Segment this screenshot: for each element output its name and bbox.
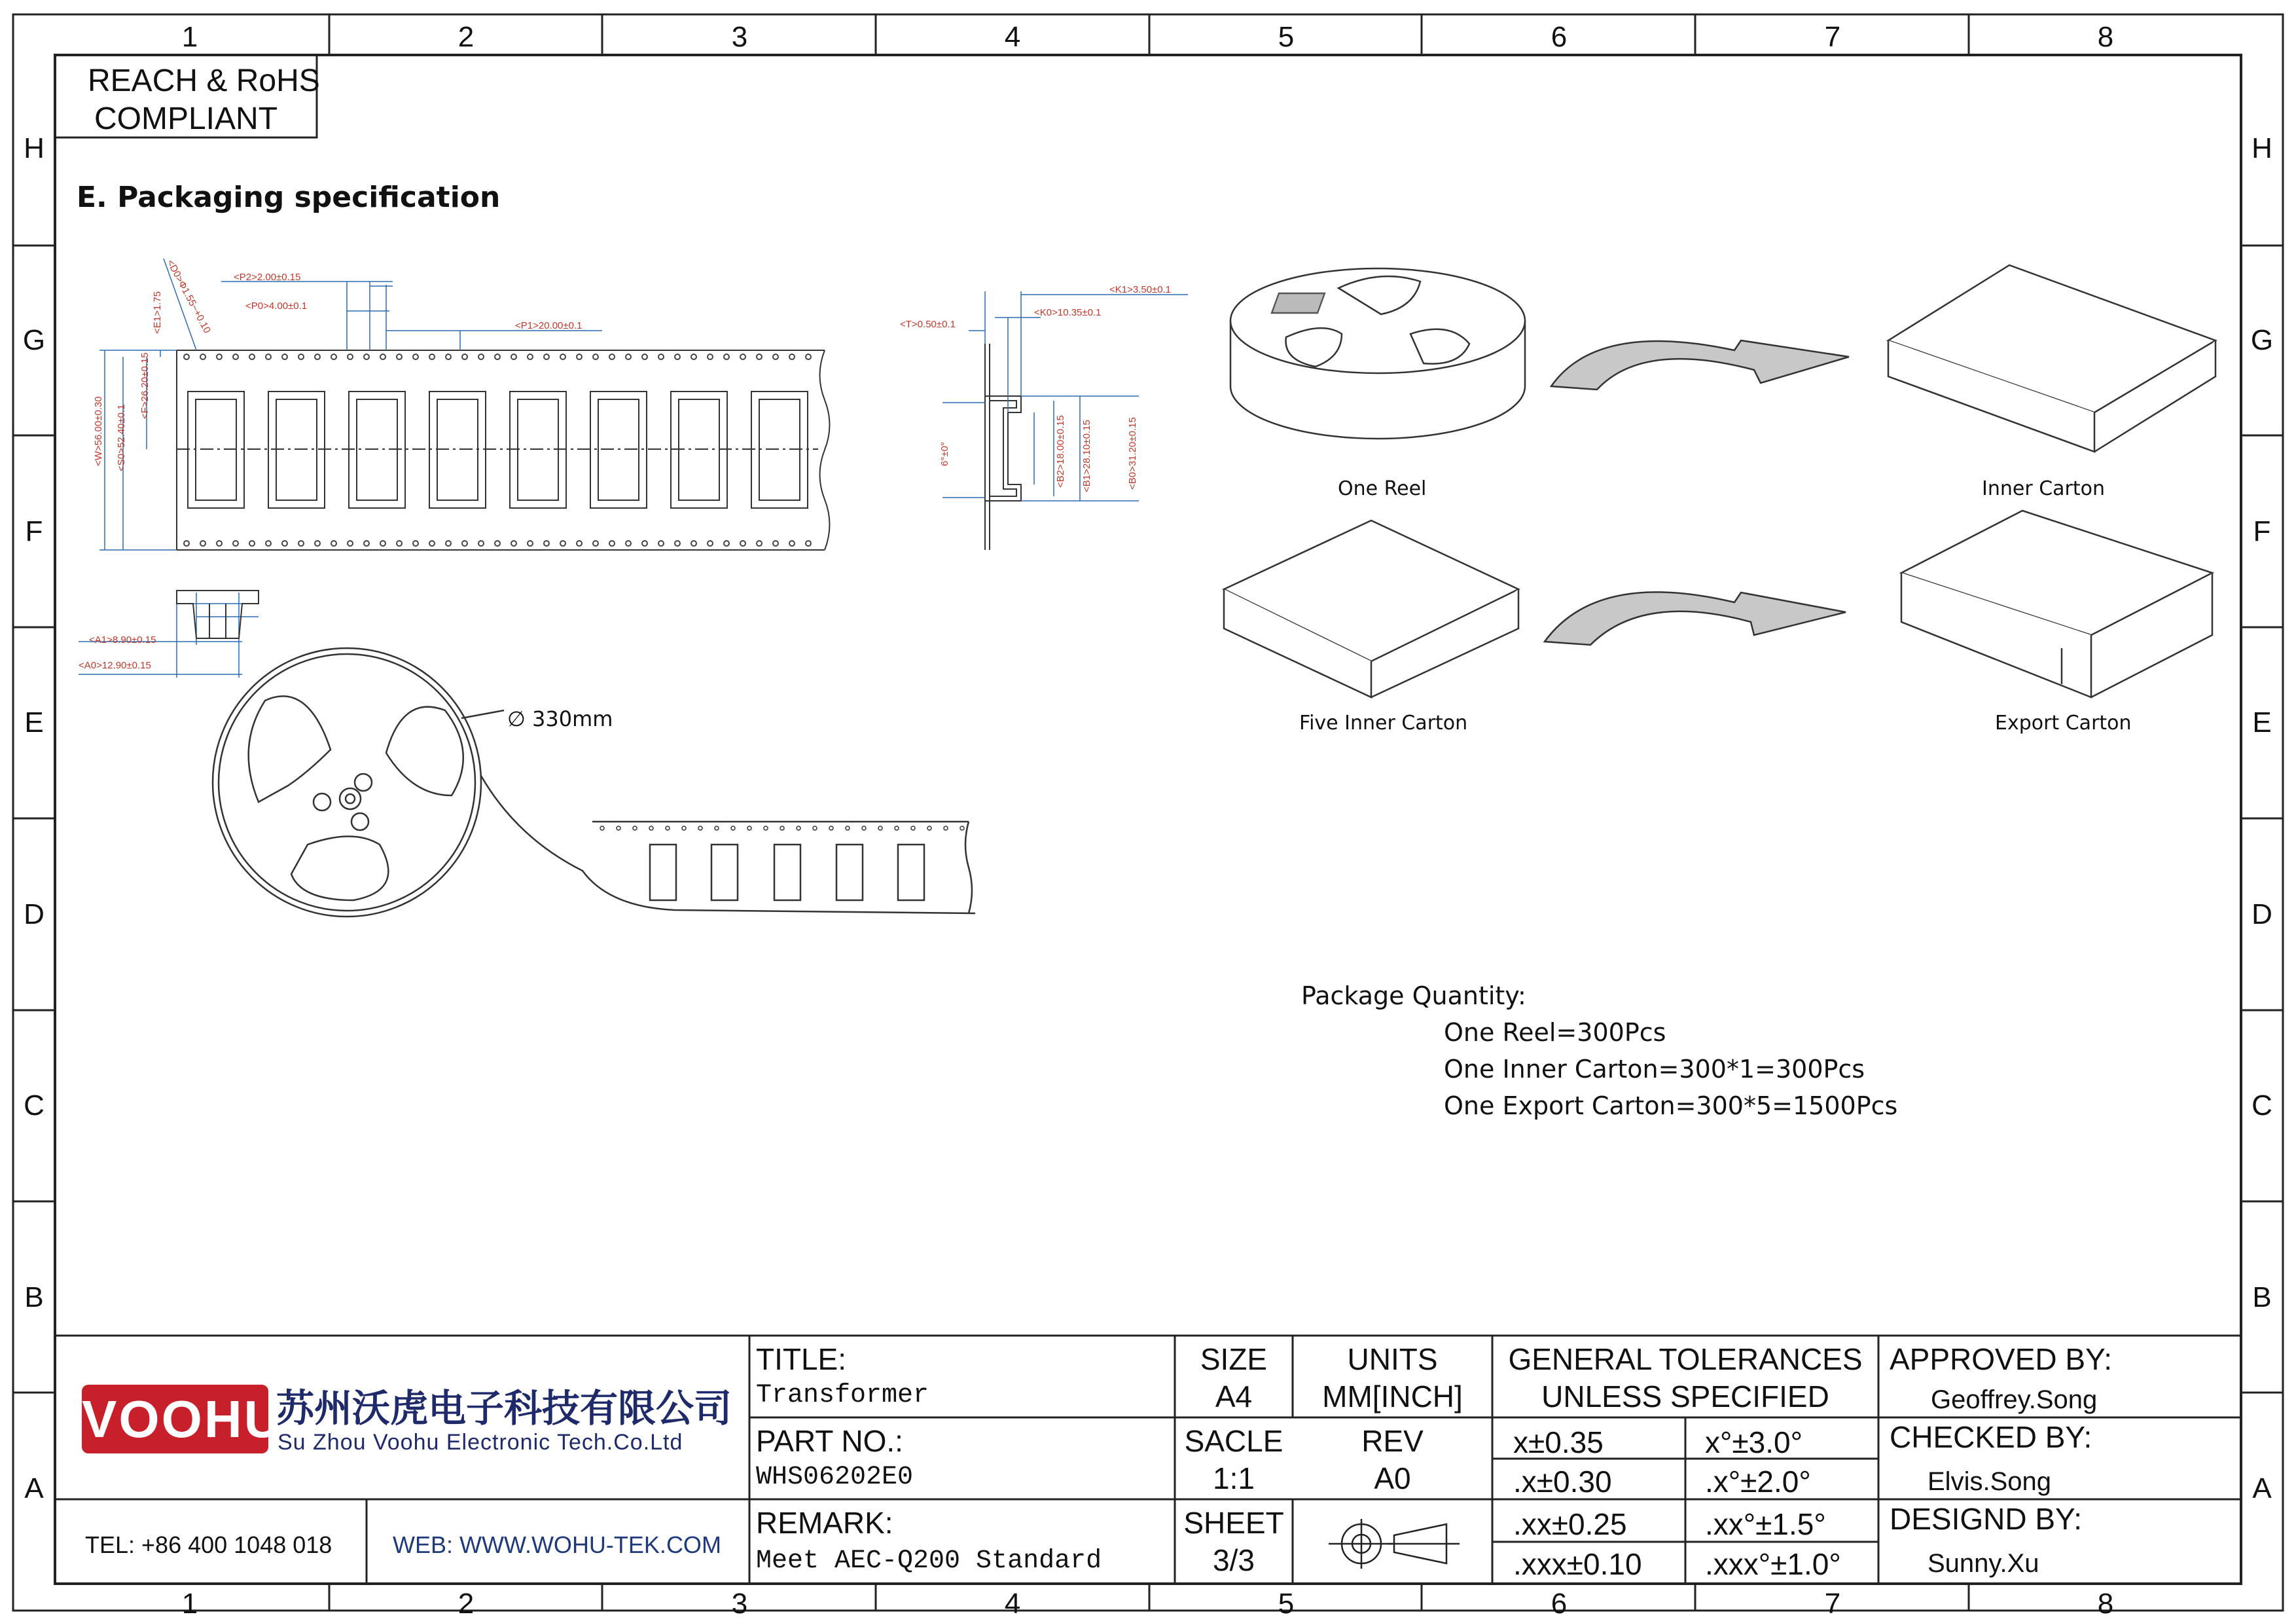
zone-row-a-right: A xyxy=(2252,1472,2272,1504)
tolerance-linear: x±0.35 xyxy=(1513,1425,1604,1459)
checked-by-label: CHECKED BY: xyxy=(1890,1420,2092,1454)
dim-w: <W>56.00±0.30 xyxy=(93,396,104,466)
zone-row-b-right: B xyxy=(2252,1281,2272,1313)
reel-3d-icon xyxy=(1230,268,1525,439)
compliance-line-1: REACH & RoHS xyxy=(88,64,320,98)
dim-p1: <P1>20.00±0.1 xyxy=(515,320,583,331)
designed-by-label: DESIGND BY: xyxy=(1890,1502,2082,1536)
five-inner-carton-icon xyxy=(1224,520,1518,697)
zone-row-g: G xyxy=(22,324,46,356)
zone-col-1: 1 xyxy=(181,21,198,53)
rev-value: A0 xyxy=(1374,1461,1411,1495)
zone-col-5: 5 xyxy=(1278,21,1295,53)
dim-a1: <A1>8.90±0.15 xyxy=(89,634,156,646)
rev-label: REV xyxy=(1361,1424,1424,1458)
inner-carton-icon xyxy=(1888,265,2215,452)
zone-col-8-bottom: 8 xyxy=(2097,1588,2114,1620)
zone-row-e: E xyxy=(24,706,44,739)
title-value: Transformer xyxy=(756,1381,929,1410)
zone-row-h: H xyxy=(24,132,45,164)
tolerance-angular: .x°±2.0° xyxy=(1705,1465,1811,1499)
dim-b0: <B0>31.20±0.15 xyxy=(1127,417,1138,490)
dim-f: <F>26.20±0.15 xyxy=(139,352,151,419)
zone-row-c: C xyxy=(24,1089,45,1122)
zone-col-6-bottom: 6 xyxy=(1551,1588,1568,1620)
scale-value: 1:1 xyxy=(1213,1461,1255,1495)
tolerance-angular: x°±3.0° xyxy=(1705,1425,1803,1459)
checked-by-value: Elvis.Song xyxy=(1928,1467,2051,1496)
carrier-tape-top-view xyxy=(177,350,830,550)
zone-col-7-bottom: 7 xyxy=(1824,1588,1841,1620)
projection-symbol-icon xyxy=(1329,1519,1460,1569)
scale-label: SACLE xyxy=(1184,1424,1283,1458)
five-inner-carton-label: Five Inner Carton xyxy=(1299,712,1468,735)
compliance-line-2: COMPLIANT xyxy=(94,101,278,136)
dim-b1: <B1>28.10±0.15 xyxy=(1081,420,1092,492)
arrow-icon xyxy=(1545,340,1849,645)
reel-diameter-label: ∅ 330mm xyxy=(507,706,613,731)
sheet-label: SHEET xyxy=(1183,1506,1284,1540)
part-no-value: WHS06202E0 xyxy=(756,1463,914,1492)
dim-k1: <K1>3.50±0.1 xyxy=(1109,284,1172,295)
dim-p2: <P2>2.00±0.15 xyxy=(234,272,301,283)
zone-col-7: 7 xyxy=(1824,21,1841,53)
inner-carton-label: Inner Carton xyxy=(1982,477,2105,500)
dim-t: <T>0.50±0.1 xyxy=(900,319,956,330)
zone-row-a: A xyxy=(24,1472,44,1504)
dim-b2: <B2>18.00±0.15 xyxy=(1055,415,1066,488)
one-reel-label: One Reel xyxy=(1338,477,1427,500)
zone-row-e-right: E xyxy=(2252,706,2272,739)
tolerance-angular: .xx°±1.5° xyxy=(1705,1507,1826,1541)
tolerance-linear: .xx±0.25 xyxy=(1513,1507,1627,1541)
title-label: TITLE: xyxy=(756,1342,847,1376)
package-quantity-line: One Inner Carton=300*1=300Pcs xyxy=(1444,1055,1865,1084)
package-quantity-heading: Package Quantity: xyxy=(1301,981,1526,1010)
zone-row-f-right: F xyxy=(2253,515,2271,547)
tolerance-angular: .xxx°±1.0° xyxy=(1705,1547,1841,1581)
zone-row-h-right: H xyxy=(2251,132,2272,164)
zone-row-d-right: D xyxy=(2251,898,2272,930)
section-title: E. Packaging specification xyxy=(77,181,501,214)
zone-col-4: 4 xyxy=(1004,21,1021,53)
tolerance-linear: .xxx±0.10 xyxy=(1513,1547,1642,1581)
zone-row-d: D xyxy=(24,898,45,930)
zone-col-5-bottom: 5 xyxy=(1278,1588,1295,1620)
tel-number: TEL: +86 400 1048 018 xyxy=(85,1531,332,1558)
dim-angle: 6°±0° xyxy=(939,442,950,466)
units-label: UNITS xyxy=(1347,1342,1438,1376)
zone-col-6: 6 xyxy=(1551,21,1568,53)
approved-by-value: Geoffrey.Song xyxy=(1931,1385,2098,1414)
tolerance-linear: .x±0.30 xyxy=(1513,1465,1612,1499)
export-carton-label: Export Carton xyxy=(1995,712,2132,735)
designed-by-value: Sunny.Xu xyxy=(1928,1549,2039,1578)
approved-by-label: APPROVED BY: xyxy=(1890,1342,2113,1376)
zone-col-4-bottom: 4 xyxy=(1004,1588,1021,1620)
company-name-cn: 苏州沃虎电子科技有限公司 xyxy=(276,1386,732,1431)
tolerance-subheading: UNLESS SPECIFIED xyxy=(1541,1379,1829,1413)
zone-col-3-bottom: 3 xyxy=(731,1588,748,1620)
part-no-label: PART NO.: xyxy=(756,1424,903,1458)
dim-d0: <D0>Φ1.55~+0.10 xyxy=(164,257,213,335)
zone-col-2-bottom: 2 xyxy=(457,1588,475,1620)
export-carton-icon xyxy=(1901,511,2212,697)
remark-label: REMARK: xyxy=(756,1506,893,1540)
sheet-value: 3/3 xyxy=(1213,1543,1255,1577)
dim-a0: <A0>12.90±0.15 xyxy=(79,660,151,671)
company-name-en: Su Zhou Voohu Electronic Tech.Co.Ltd xyxy=(278,1430,683,1455)
zone-col-3: 3 xyxy=(731,21,748,53)
carrier-tape-side-section xyxy=(985,344,1021,550)
zone-col-1-bottom: 1 xyxy=(181,1588,198,1620)
dim-s0: <S0>52.40±0.1 xyxy=(116,404,127,471)
tolerance-heading: GENERAL TOLERANCES xyxy=(1508,1342,1863,1376)
reel-drawing xyxy=(213,648,975,917)
zone-col-2: 2 xyxy=(457,21,475,53)
package-quantity-line: One Reel=300Pcs xyxy=(1444,1018,1666,1047)
size-value: A4 xyxy=(1215,1379,1253,1413)
dim-k0: <K0>10.35±0.1 xyxy=(1034,307,1102,318)
dim-p0: <P0>4.00±0.1 xyxy=(245,301,308,312)
website-link[interactable]: WEB: WWW.WOHU-TEK.COM xyxy=(393,1531,721,1558)
zone-row-c-right: C xyxy=(2251,1089,2272,1122)
zone-col-8: 8 xyxy=(2097,21,2114,53)
dim-e1: <E1>1.75 xyxy=(152,291,163,334)
zone-row-b: B xyxy=(24,1281,44,1313)
package-quantity-line: One Export Carton=300*5=1500Pcs xyxy=(1444,1091,1898,1120)
company-logo: VOOHU xyxy=(82,1385,268,1453)
zone-row-g-right: G xyxy=(2250,324,2274,356)
units-value: MM[INCH] xyxy=(1322,1379,1463,1413)
size-label: SIZE xyxy=(1200,1342,1268,1376)
zone-row-f: F xyxy=(25,515,43,547)
remark-value: Meet AEC-Q200 Standard xyxy=(756,1546,1102,1576)
